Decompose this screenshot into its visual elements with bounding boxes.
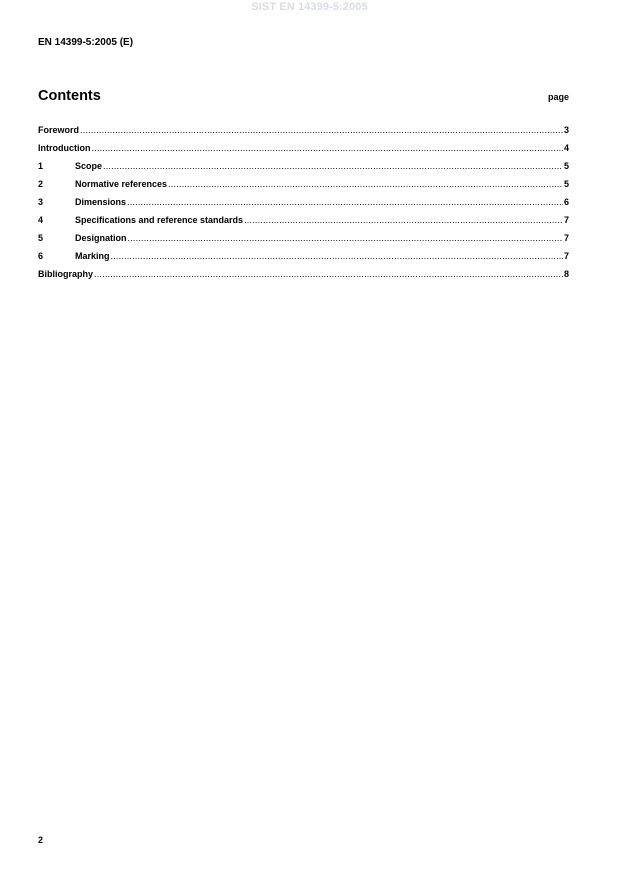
watermark: SIST EN 14399-5:2005: [251, 1, 368, 13]
toc-entry-page: 7: [563, 251, 569, 261]
toc-entry-number: 6: [38, 251, 44, 261]
toc-dot-leader: [127, 197, 563, 208]
toc-entry-number: 1: [38, 161, 44, 171]
page-number: 2: [38, 835, 44, 845]
toc-entry-bibliography[interactable]: [38, 269, 569, 287]
toc-entry-page: 5: [563, 161, 569, 171]
toc-dot-leader: [128, 233, 563, 244]
toc-entry-title: Foreword: [38, 125, 80, 135]
toc-entry-dimensions[interactable]: [38, 197, 569, 215]
page-column-label: page: [547, 92, 569, 102]
toc-dot-leader: [94, 269, 563, 280]
toc-dot-leader: [111, 251, 563, 262]
toc-entry-page: 7: [563, 215, 569, 225]
toc-dot-leader: [168, 179, 563, 190]
toc-entry-page: 8: [563, 269, 569, 279]
toc-entry-title: Scope: [75, 161, 103, 171]
toc-entry-specifications[interactable]: [38, 215, 569, 233]
toc-entry-title: Designation: [75, 233, 127, 243]
toc-entry-number: 4: [38, 215, 44, 225]
toc-entry-introduction[interactable]: [38, 143, 569, 161]
toc-entry-title: Normative references: [75, 179, 168, 189]
toc-entry-title: Specifications and reference standards: [75, 215, 244, 225]
toc-entry-page: 5: [563, 179, 569, 189]
toc-dot-leader: [80, 125, 563, 136]
document-id: EN 14399-5:2005 (E): [38, 37, 134, 48]
toc-dot-leader: [244, 215, 563, 226]
toc-entry-scope[interactable]: [38, 161, 569, 179]
toc-entry-title: Marking: [75, 251, 110, 261]
toc-entry-designation[interactable]: [38, 233, 569, 251]
toc-entry-page: 7: [563, 233, 569, 243]
toc-entry-number: 3: [38, 197, 44, 207]
toc-entry-foreword[interactable]: [38, 125, 569, 143]
contents-heading: Contents: [38, 88, 101, 104]
toc-entry-title: Dimensions: [75, 197, 127, 207]
table-of-contents: [38, 125, 569, 287]
toc-entry-marking[interactable]: [38, 251, 569, 269]
toc-dot-leader: [103, 161, 563, 172]
toc-entry-title: Bibliography: [38, 269, 94, 279]
toc-entry-page: 6: [563, 197, 569, 207]
toc-entry-title: Introduction: [38, 143, 91, 153]
toc-entry-page: 3: [563, 125, 569, 135]
toc-entry-normative-references[interactable]: [38, 179, 569, 197]
toc-entry-number: 2: [38, 179, 44, 189]
toc-entry-page: 4: [563, 143, 569, 153]
toc-entry-number: 5: [38, 233, 44, 243]
toc-dot-leader: [92, 143, 563, 154]
